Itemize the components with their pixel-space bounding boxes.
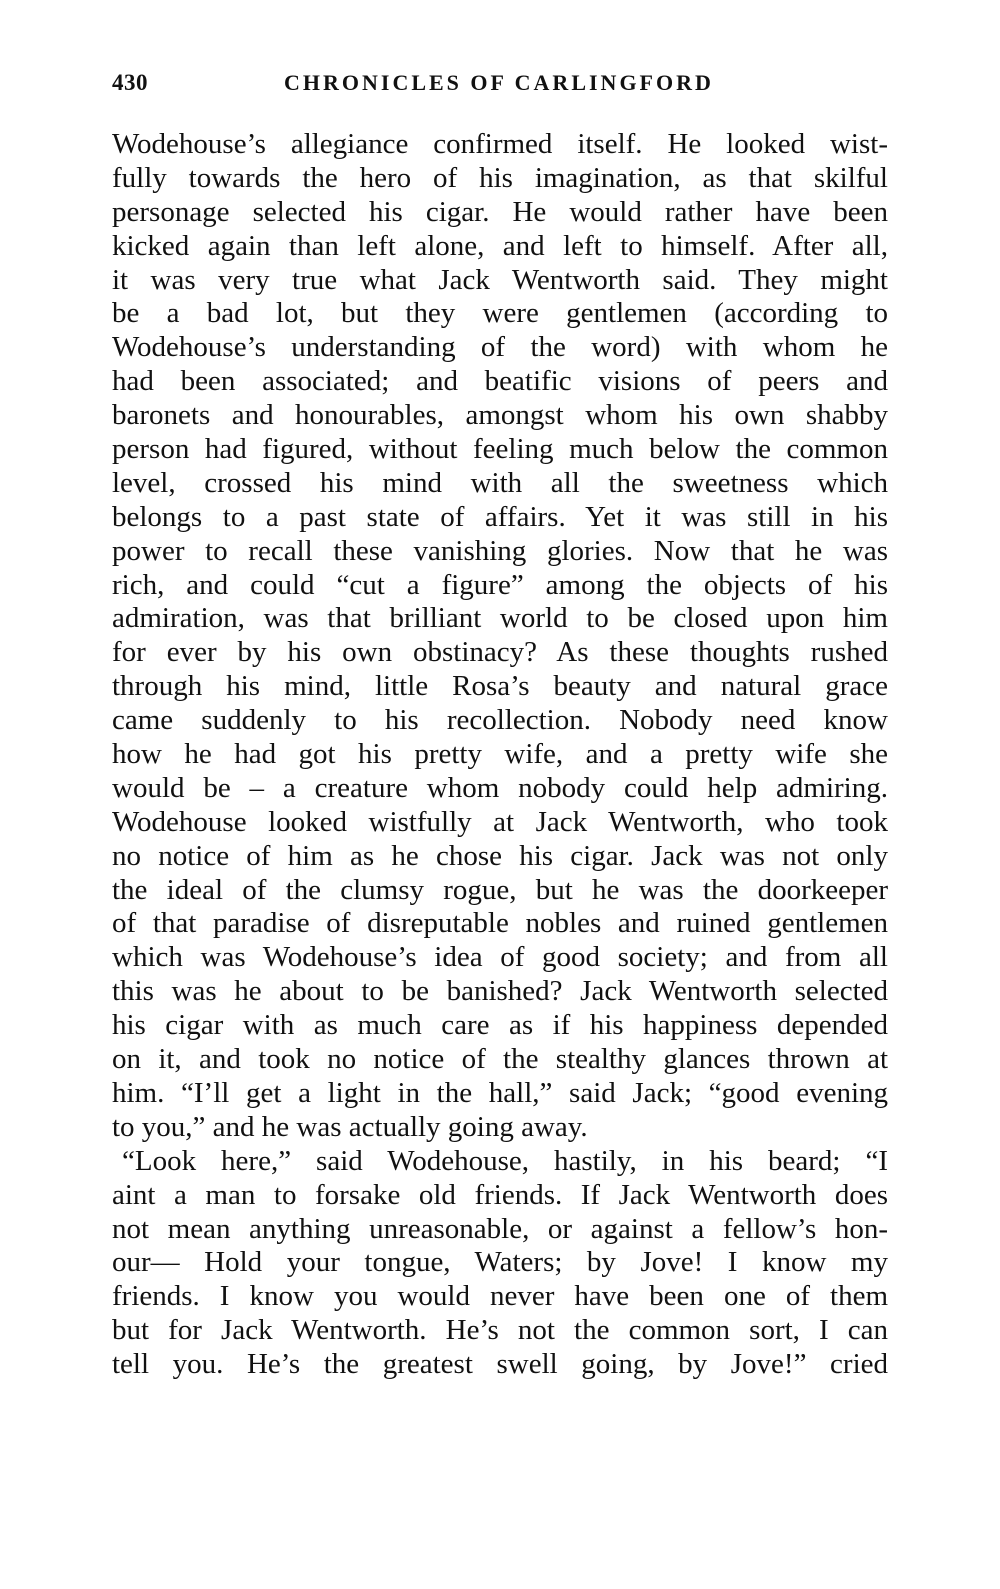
text-line: not mean anything unreasonable, or against a fellow’s hon-: [112, 1212, 888, 1245]
text-line: his cigar with as much care as if his happiness depended: [112, 1009, 888, 1042]
text-line: the ideal of the clumsy rogue, but he was the doorkeeper: [112, 873, 888, 906]
text-line: but for Jack Wentworth. He’s not the common sort, I can: [112, 1314, 888, 1347]
text-line: on it, and took no notice of the stealthy glances thrown at: [112, 1043, 888, 1076]
paragraph-end-line: to you,” and he was actually going away.: [112, 1110, 588, 1143]
paragraph-start-line: “Look here,” said Wodehouse, hastily, in his beard; “I: [122, 1144, 888, 1177]
running-title: CHRONICLES OF CARLINGFORD: [284, 70, 714, 95]
text-line: no notice of him as he chose his cigar. Jack was not only: [112, 839, 888, 872]
text-line: belongs to a past state of affairs. Yet it was still in his: [112, 500, 888, 533]
text-line: our— Hold your tongue, Waters; by Jove! I know my: [112, 1246, 888, 1279]
text-line: would be – a creature whom nobody could help admiring.: [112, 771, 888, 804]
text-line: be a bad lot, but they were gentlemen (according to: [112, 297, 888, 330]
text-line: rich, and could “cut a figure” among the objects of his: [112, 568, 888, 601]
text-line: came suddenly to his recollection. Nobody need know: [112, 704, 888, 737]
text-line: baronets and honourables, amongst whom his own shabby: [112, 399, 888, 432]
text-line: Wodehouse’s understanding of the word) with whom he: [112, 331, 888, 364]
text-line: tell you. He’s the greatest swell going, by Jove!” cried: [112, 1348, 888, 1381]
text-line: fully towards the hero of his imagination, as that skilful: [112, 161, 888, 194]
page-number: 430: [112, 70, 148, 95]
text-line: level, crossed his mind with all the sweetness which: [112, 466, 888, 499]
text-line: how he had got his pretty wife, and a pretty wife she: [112, 738, 888, 771]
running-head: [112, 70, 888, 104]
text-line: Wodehouse looked wistfully at Jack Wentworth, who took: [112, 805, 888, 838]
text-line: this was he about to be banished? Jack Wentworth selected: [112, 975, 888, 1008]
text-line: power to recall these vanishing glories. Now that he was: [112, 534, 888, 567]
text-line: personage selected his cigar. He would rather have been: [112, 195, 888, 228]
text-line: person had figured, without feeling much below the common: [112, 433, 888, 466]
body-text: [112, 128, 888, 1388]
text-line: him. “I’ll get a light in the hall,” said Jack; “good evening: [112, 1076, 888, 1109]
text-line: for ever by his own obstinacy? As these thoughts rushed: [112, 636, 888, 669]
text-line: aint a man to forsake old friends. If Jack Wentworth does: [112, 1178, 888, 1211]
text-line: which was Wodehouse’s idea of good society; and from all: [112, 941, 888, 974]
text-line: admiration, was that brilliant world to be closed upon him: [112, 602, 888, 635]
text-line: through his mind, little Rosa’s beauty and natural grace: [112, 670, 888, 703]
text-line: friends. I know you would never have been one of them: [112, 1280, 888, 1313]
text-line: had been associated; and beatific visions of peers and: [112, 365, 888, 398]
text-line: kicked again than left alone, and left to himself. After all,: [112, 229, 888, 262]
text-line: Wodehouse’s allegiance confirmed itself. He looked wist-: [112, 128, 888, 160]
text-line: of that paradise of disreputable nobles and ruined gentlemen: [112, 907, 888, 940]
text-line: it was very true what Jack Wentworth said. They might: [112, 263, 888, 296]
